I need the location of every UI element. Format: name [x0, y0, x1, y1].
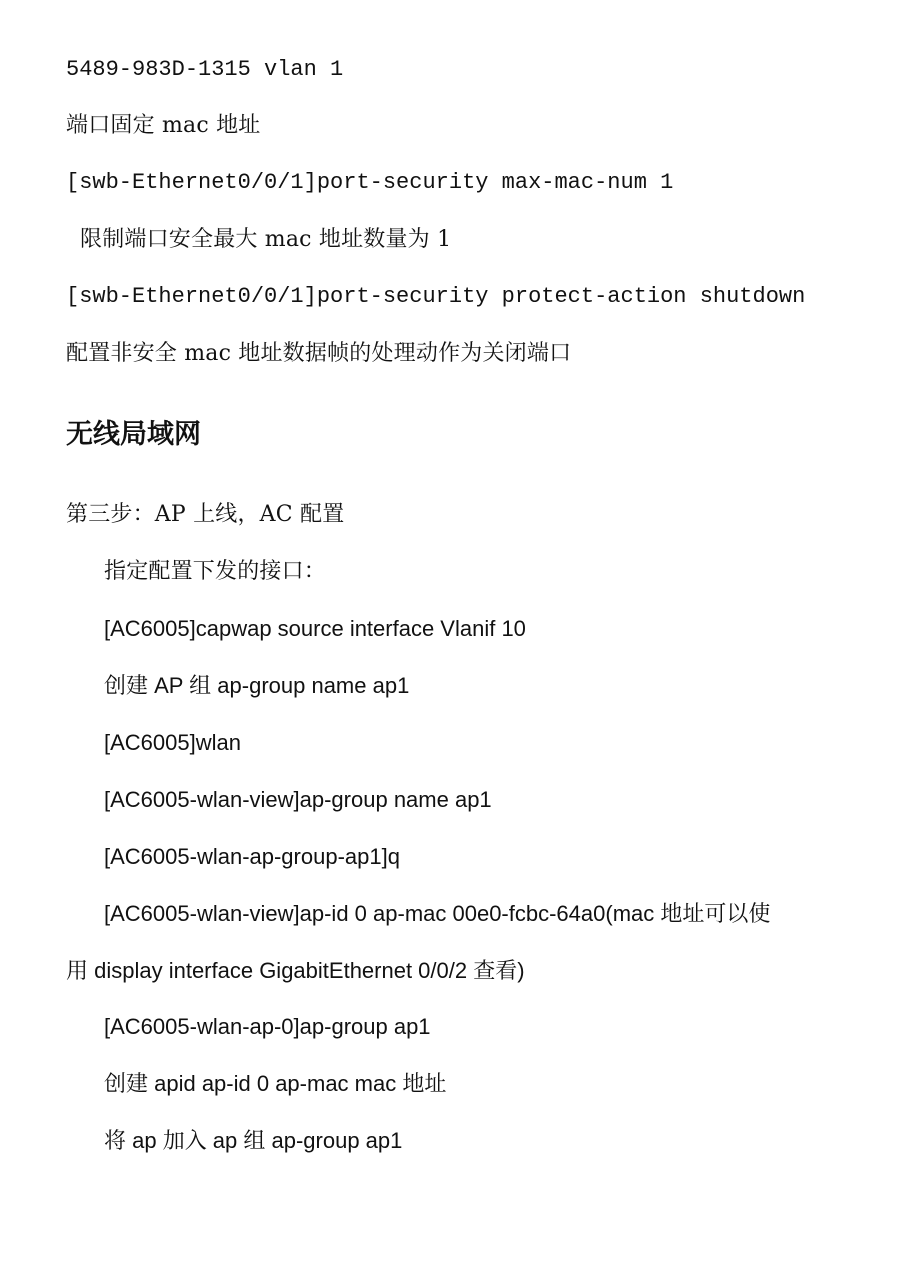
text-line: 限制端口安全最大 mac 地址数量为 1 — [80, 227, 452, 252]
text-line: 端口固定 mac 地址 — [66, 113, 261, 138]
step-heading: 第三步：AP 上线，AC 配置 — [66, 502, 345, 527]
code-line: [AC6005-wlan-ap-0]ap-group ap1 — [104, 1014, 431, 1039]
text-line: 将 ap 加入 ap 组 ap-group ap1 — [104, 1128, 403, 1153]
text-line: 5489-983D-1315 vlan 1 — [66, 57, 344, 82]
code-line: [swb-Ethernet0/0/1]port-security max-mac-num 1 — [66, 170, 674, 195]
code-line: [AC6005]wlan — [104, 730, 241, 755]
text-line: 配置非安全 mac 地址数据帧的处理动作为关闭端口 — [66, 341, 572, 366]
code-line: [swb-Ethernet0/0/1]port-security protect-action shutdown — [66, 284, 806, 309]
code-line: [AC6005-wlan-ap-group-ap1]q — [104, 844, 400, 869]
text-line: 创建 AP 组 ap-group name ap1 — [104, 673, 410, 698]
code-line: [AC6005-wlan-view]ap-id 0 ap-mac 00e0-fcbc-64a0(mac 地址可以使 — [104, 901, 771, 926]
text-line: 用 display interface GigabitEthernet 0/0/2 查看) — [66, 958, 525, 983]
code-line: [AC6005-wlan-view]ap-group name ap1 — [104, 787, 492, 812]
text-line: 指定配置下发的接口： — [104, 559, 327, 584]
text-line: 创建 apid ap-id 0 ap-mac mac 地址 — [104, 1071, 447, 1096]
code-line: [AC6005]capwap source interface Vlanif 10 — [104, 616, 526, 641]
section-heading: 无线局域网 — [66, 419, 201, 450]
